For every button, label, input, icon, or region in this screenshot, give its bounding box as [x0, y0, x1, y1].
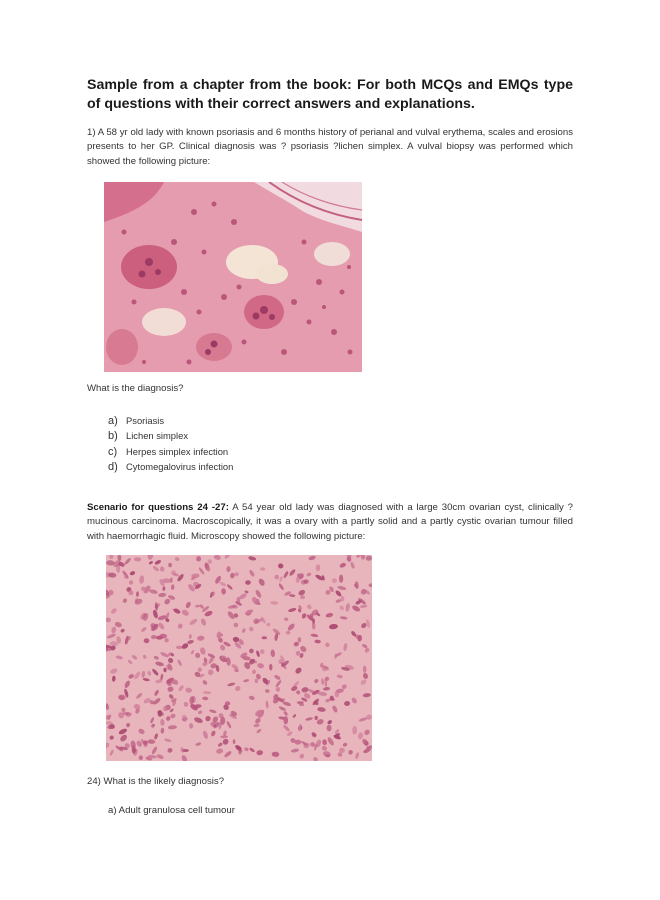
scenario-24-27: [87, 501, 573, 544]
question-1-stem: 1) A 58 yr old lady with known psoriasis and 6 months history of perianal and vulval erythema, scales and erosions presents to her GP. Clinical diagnosis was ? psoriasis ?lichen simplex. A vulval biopsy was performed which showed the following picture:: [87, 127, 573, 167]
question-24-prompt: 24) What is the likely diagnosis?: [87, 776, 225, 787]
scenario-label: Scenario for questions 24 -27:: [87, 502, 229, 513]
scenario-text: A 54 year old lady was diagnosed with a large 30cm ovarian cyst, clinically ?mucinous carcinoma. Macroscopically, it was a ovary with a partly solid and a partly cystic ovarian tumour filled with haemorrhagic fluid. Microscopy showed the following picture:: [87, 502, 573, 542]
question-1-prompt: What is the diagnosis?: [87, 383, 184, 394]
question-1-options: [108, 413, 233, 474]
list-item: c) Herpes simplex infection: [108, 445, 229, 458]
ovarian-tumour-micrograph: [106, 555, 372, 761]
vulval-biopsy-micrograph: [104, 182, 362, 372]
question-24-option-a: a) Adult granulosa cell tumour: [108, 805, 235, 816]
page-heading: Sample from a chapter from the book: For both MCQs and EMQs type of questions with their correct answers and explanations.: [87, 77, 573, 112]
list-item: a) Psoriasis: [108, 415, 165, 427]
list-item: b) Lichen simplex: [108, 430, 189, 443]
list-item: d) Cytomegalovirus infection: [108, 460, 234, 473]
